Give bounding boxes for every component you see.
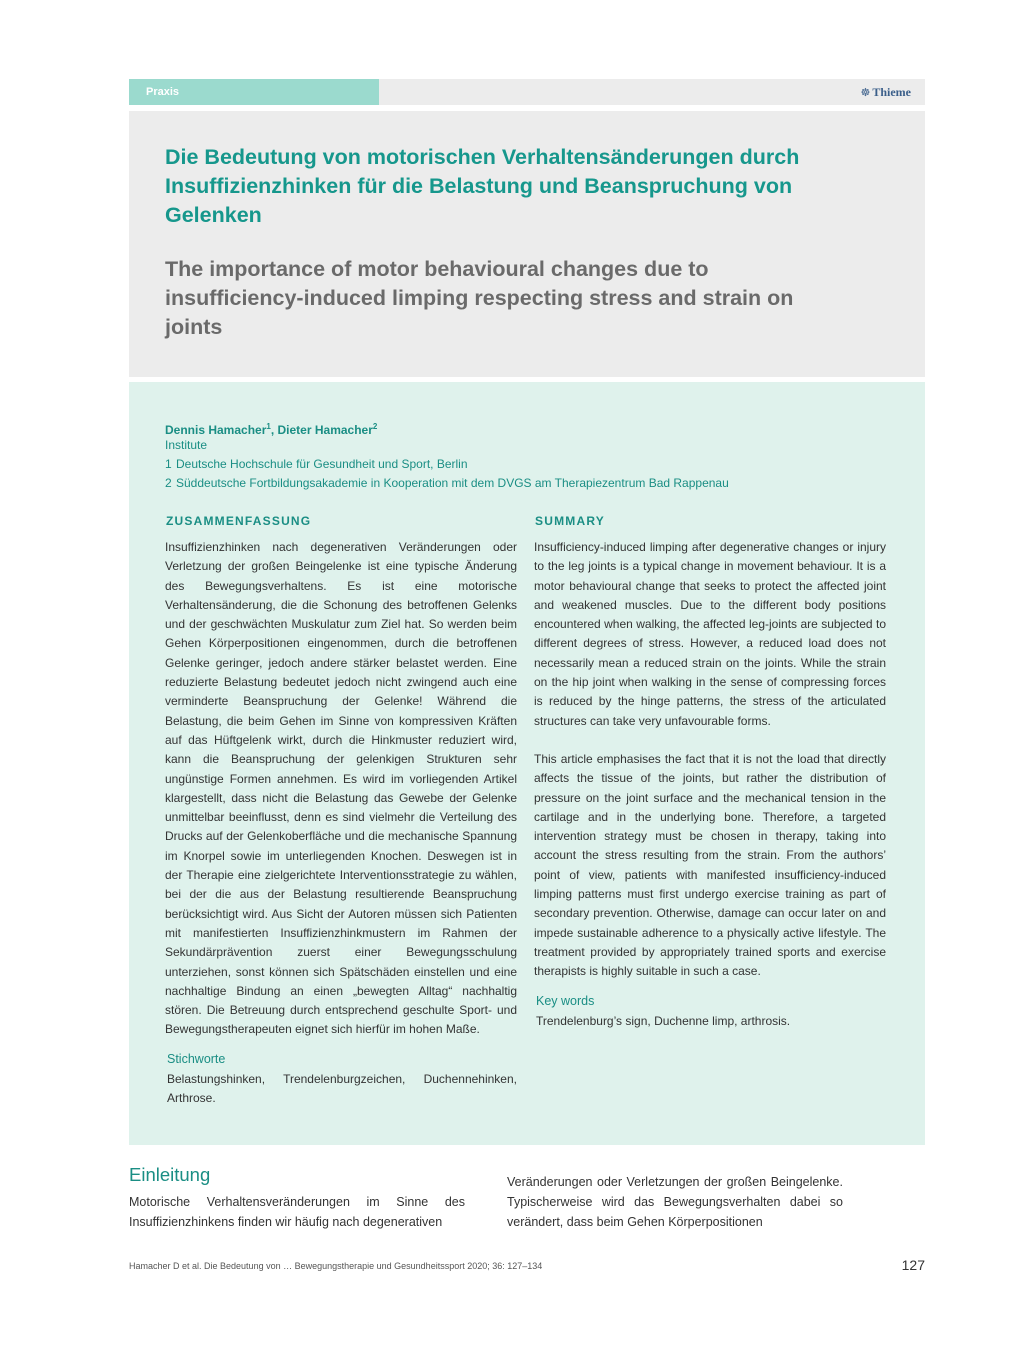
intro-text-left: Motorische Verhaltensveränderungen im Sinne des Insuffizienzhinkens finden wir häufig nach degenerativen	[129, 1195, 465, 1229]
institute-item	[165, 456, 468, 473]
keywords-english-heading: Key words	[536, 993, 595, 1008]
author-affiliation-mark: 1	[266, 422, 271, 431]
keywords-german-heading: Stichworte	[167, 1051, 226, 1066]
abstract-english-heading: SUMMARY	[535, 514, 605, 528]
keywords-english: Trendelenburg’s sign, Duchenne limp, arthrosis.	[536, 1013, 791, 1028]
institute-number: 1	[165, 457, 172, 471]
abstract-block	[129, 382, 925, 1145]
author-affiliation-mark: 2	[372, 422, 378, 431]
footer-citation: Hamacher D et al. Die Bedeutung von … Bewegungstherapie und Gesundheitssport 2020; 36: 127–134	[129, 1261, 543, 1271]
abstract-english-paragraph: This article emphasises the fact that it is not the load that directly affects the tissue of the joints, but rather the distribution of pressure on the joint surface and the mechanical tension in the cartilage and in the underlying bone. Therefore, a targeted intervention strategy must be chosen in therapy, taking into account the stress resulting from the strain. From the authors’ point of view, patients with manifested insufficiency-induced limping patterns must first undergo exercise training as part of secondary prevention. Otherwise, damage can occur later on and impede sustainable adherence to a physically active lifestyle. The treatment provided by appropriately trained sports and exercise therapists is highly suitable in such a case.	[534, 751, 886, 979]
author-list: Dennis Hamacher$^1$, Dieter Hamacher$^2$	[165, 422, 378, 437]
institute-label: Institute	[165, 438, 208, 452]
institute-name: Deutsche Hochschule für Gesundheit und Sport, Berlin	[176, 457, 468, 471]
page-number: 127	[901, 1257, 925, 1273]
author-name: Dennis Hamacher	[165, 423, 267, 437]
institute-name: Süddeutsche Fortbildungsakademie in Kooperation mit dem DVGS am Therapiezentrum Bad Rappenau	[176, 476, 729, 490]
publisher-logo[interactable]	[860, 79, 911, 105]
title-block	[129, 111, 925, 377]
keywords-german: Belastungshinken, Trendelenburgzeichen, Duchennehinken, Arthrose.	[167, 1071, 517, 1106]
thieme-logo-icon: ☸	[860, 87, 871, 99]
publisher-name: Thieme	[872, 85, 911, 99]
abstract-english	[534, 513, 886, 1031]
abstract-english-paragraph: Insufficiency-induced limping after degenerative changes or injury to the leg joints is a typical change in movement behaviour. It is a motor behavioural change that seeks to protect the affected joint and weakened muscles. Due to the different body positions encountered when walking, the affected leg-joints are subjected to different degrees of stress. However, a reduced load does not necessarily mean a reduced strain on the joints. While the strain on the hip joint when walking in the sense of compressing forces is reduced by the hinge patterns, the stress of the articulated structures can take very unfavourable forms.	[534, 540, 886, 728]
header-bar	[129, 79, 925, 105]
intro-heading: Einleitung	[129, 1164, 211, 1185]
intro-text-right: Veränderungen oder Verletzungen der großen Beingelenke. Typischerweise wird das Bewegungsverhalten dabei so verändert, dass beim Gehen Körperpositionen	[507, 1175, 843, 1229]
abstract-german-heading: ZUSAMMENFASSUNG	[166, 514, 312, 528]
institute-number: 2	[165, 476, 172, 490]
abstract-german	[165, 513, 517, 1108]
section-label: Praxis	[129, 79, 379, 105]
abstract-german-text: Insuffizienzhinken nach degenerativen Veränderungen oder Verletzung der großen Beingelenke ist eine typische Änderung des Bewegungsverhaltens. Es ist eine motorische Verhaltensänderung, die die Schonung des betroffenen Gelenks und der geschwächten Muskulatur zum Ziel hat. So werden beim Gehen Körperpositionen eingenommen, durch die betroffenen Gelenke geringer, jedoch andere stärker belastet werden. Eine reduzierte Belastung bedeutet jedoch nicht zwingend auch eine verminderte Beanspruchung der Gelenke! Während die Belastung, die beim Gehen im Sinne von kompressiven Kräften auf das Hüftgelenk wirkt, durch die Hinkmuster reduziert wird, kann die Beanspruchung der gelenkigen Strukturen sehr ungünstige Formen annehmen. Es wird im vorliegenden Artikel klargestellt, dass nicht die Belastung das Gewebe der Gelenke unmittelbar beeinflusst, denn es sind vielmehr die Verteilung des Drucks auf der Gelenkoberfläche und die mechanische Spannung im Knorpel sowie im unterliegenden Knochen. Deswegen ist in der Therapie eine zielgerichtete Interventionsstrategie zu wählen, bei der die aus der Belastung resultierende Beanspruchung berücksichtigt wird. Aus Sicht der Autoren müssen sich Patienten mit manifestierten Insuffizienzhinkmustern im Rahmen der Sekundärprävention zuerst einer Bewegungsschulung unterziehen, sonst können sich Spätschäden einstellen und eine nachhaltige Bindung an einen „bewegten Alltag“ nachhaltig stören. Die Betreuung durch entsprechend geschulte Sport- und Bewegungstherapeuten eignet sich hierfür im hohen Maße.	[165, 540, 517, 1037]
article-title-german: Die Bedeutung von motorischen Verhaltensänderungen durch Insuffizienzhinken für die Belastung und Beanspruchung von Gelenken	[165, 145, 800, 227]
author-name: Dieter Hamacher	[277, 423, 373, 437]
article-title-english: The importance of motor behavioural changes due to insufficiency-induced limping respecting stress and strain on joints	[165, 257, 794, 339]
institute-item	[165, 475, 729, 492]
